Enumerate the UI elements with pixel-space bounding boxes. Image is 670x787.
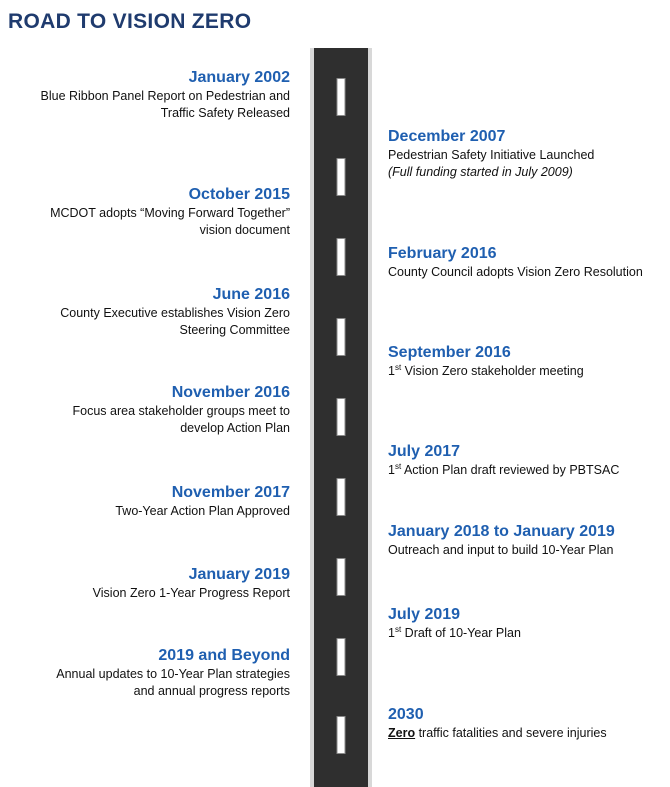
- milestone-description: MCDOT adopts “Moving Forward Together” vision document: [50, 206, 290, 237]
- milestone-date: July 2019: [388, 606, 461, 623]
- milestone-date: January 2019: [188, 566, 290, 583]
- milestone-description: Two-Year Action Plan Approved: [115, 504, 290, 518]
- page-title: ROAD TO VISION ZERO: [8, 10, 252, 33]
- milestone-left: [0, 68, 290, 122]
- ordinal-number: 1: [388, 463, 395, 477]
- milestone-description: County Council adopts Vision Zero Resolution: [388, 265, 643, 279]
- milestone-note: (Full funding started in July 2009): [388, 165, 573, 179]
- road-lane-marking: [337, 558, 346, 596]
- milestone-right: [388, 705, 670, 742]
- milestone-left: [0, 483, 290, 520]
- milestone-date: October 2015: [188, 186, 290, 203]
- milestone-date: June 2016: [212, 286, 290, 303]
- milestone-left: [0, 565, 290, 602]
- milestone-left: [0, 646, 290, 700]
- milestone-description: Vision Zero 1-Year Progress Report: [92, 586, 290, 600]
- ordinal-suffix: st: [394, 624, 402, 634]
- road-lane-marking: [337, 78, 346, 116]
- road-lane-marking: [337, 638, 346, 676]
- milestone-right: [388, 442, 670, 479]
- description-text: Vision Zero stakeholder meeting: [401, 364, 584, 378]
- milestone-right: [388, 127, 670, 181]
- milestone-left: [0, 383, 290, 437]
- milestone-right: [388, 522, 670, 559]
- milestone-description: County Executive establishes Vision Zero Steering Committee: [60, 306, 290, 337]
- road-timeline: [310, 48, 372, 787]
- zero-emphasis: Zero: [388, 726, 416, 740]
- description-text: Draft of 10-Year Plan: [401, 626, 521, 640]
- milestone-description: Annual updates to 10-Year Plan strategies and annual progress reports: [56, 667, 290, 698]
- ordinal-suffix: st: [394, 362, 402, 372]
- milestone-description: [388, 363, 670, 380]
- milestone-description: [388, 462, 670, 479]
- milestone-date: December 2007: [388, 128, 506, 145]
- milestone-right: [388, 605, 670, 642]
- milestone-date: January 2002: [188, 69, 290, 86]
- milestone-description: Focus area stakeholder groups meet to develop Action Plan: [72, 404, 290, 435]
- road-lane-marking: [337, 318, 346, 356]
- road-lane-marking: [337, 716, 346, 754]
- description-text: traffic fatalities and severe injuries: [415, 726, 607, 740]
- milestone-right: [388, 244, 670, 281]
- road-lane-marking: [337, 398, 346, 436]
- milestone-description: Outreach and input to build 10-Year Plan: [388, 543, 614, 557]
- milestone-description: [388, 725, 670, 742]
- milestone-date: January 2018 to January 2019: [388, 523, 615, 540]
- road-lane-marking: [337, 238, 346, 276]
- road-lane-marking: [337, 478, 346, 516]
- milestone-date: 2019 and Beyond: [158, 647, 290, 664]
- milestone-left: [0, 185, 290, 239]
- ordinal-number: 1: [388, 626, 395, 640]
- milestone-right: [388, 343, 670, 380]
- milestone-date: 2030: [388, 706, 424, 723]
- milestone-date: November 2016: [171, 384, 290, 401]
- milestone-description: [388, 625, 670, 642]
- milestone-date: July 2017: [388, 443, 461, 460]
- milestone-date: February 2016: [388, 245, 497, 262]
- ordinal-number: 1: [388, 364, 395, 378]
- road-lane-marking: [337, 158, 346, 196]
- ordinal-suffix: st: [394, 461, 402, 471]
- milestone-description: Pedestrian Safety Initiative Launched: [388, 148, 595, 162]
- milestone-date: November 2017: [171, 484, 290, 501]
- milestone-date: September 2016: [388, 344, 511, 361]
- milestone-description: Blue Ribbon Panel Report on Pedestrian and Traffic Safety Released: [40, 89, 290, 120]
- description-text: Action Plan draft reviewed by PBTSAC: [401, 463, 620, 477]
- milestone-left: [0, 285, 290, 339]
